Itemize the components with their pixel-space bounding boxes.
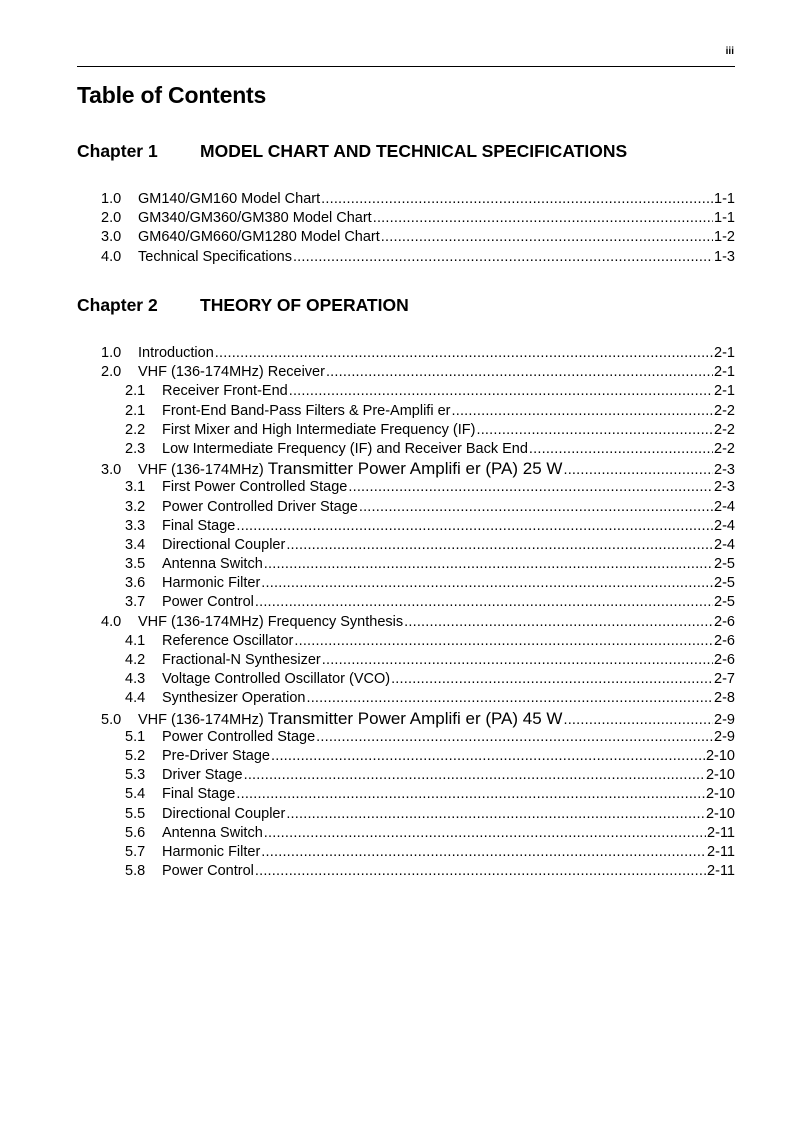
dot-leader xyxy=(255,593,713,612)
toc-entry-number: 5.2 xyxy=(125,747,146,764)
toc-entry-title-prefix: VHF (136-174MHz) xyxy=(138,711,264,728)
toc-entry-title: Power Control xyxy=(162,863,254,880)
chapter-heading xyxy=(77,294,735,316)
toc-entry-number: 5.3 xyxy=(125,767,146,784)
toc-entry[interactable] xyxy=(77,421,735,440)
toc-entry-number: 2.3 xyxy=(125,440,146,457)
toc-entry-page: 2-2 xyxy=(714,421,735,438)
dot-leader xyxy=(261,574,713,593)
chapter-title: THEORY OF OPERATION xyxy=(200,295,409,315)
toc-entry[interactable] xyxy=(77,478,735,497)
dot-leader xyxy=(293,248,713,267)
toc-entry-title xyxy=(138,709,562,730)
toc-entry-page: 2-10 xyxy=(705,767,735,784)
toc-entry[interactable] xyxy=(77,593,735,612)
dot-leader xyxy=(359,498,713,517)
toc-entry-number: 3.0 xyxy=(101,462,122,479)
toc-entry[interactable] xyxy=(77,843,735,862)
chapter-title: MODEL CHART AND TECHNICAL SPECIFICATIONS xyxy=(200,141,628,161)
toc-entry-number: 5.4 xyxy=(125,786,146,803)
toc-entry[interactable] xyxy=(77,651,735,670)
dot-leader xyxy=(316,728,713,747)
toc-entry-title: VHF (136-174MHz) Frequency Synthesis xyxy=(138,613,404,630)
dot-leader xyxy=(289,382,713,401)
chapter-1-section xyxy=(77,140,735,267)
header-rule xyxy=(77,66,735,67)
toc-entry-title-large: Transmitter Power Amplifi er (PA) 45 W xyxy=(267,708,563,728)
toc-entry-number: 2.1 xyxy=(125,402,146,419)
dot-leader xyxy=(286,536,713,555)
toc-entry-number: 4.3 xyxy=(125,671,146,688)
toc-entry-page: 2-4 xyxy=(714,498,735,515)
toc-entry-number: 2.2 xyxy=(125,421,146,438)
toc-entry-page: 2-6 xyxy=(714,652,735,668)
dot-leader xyxy=(306,689,713,708)
toc-entry-number: 5.0 xyxy=(101,711,122,728)
toc-entry-title: Low Intermediate Frequency (IF) and Receiver Back End xyxy=(162,440,528,457)
toc-entry-title: Technical Specifications xyxy=(138,248,292,265)
toc-entry-page: 2-3 xyxy=(714,479,735,496)
toc-entry-title: Power Controlled Stage xyxy=(162,728,316,745)
toc-entry-number: 5.5 xyxy=(125,805,146,822)
toc-entry[interactable] xyxy=(77,459,735,478)
toc-entry-page: 2-4 xyxy=(714,536,735,553)
toc-entry-title: GM340/GM360/GM380 Model Chart xyxy=(138,210,372,227)
toc-entry[interactable] xyxy=(77,709,735,728)
chapter-label: Chapter 2 xyxy=(77,295,158,315)
dot-leader xyxy=(244,766,705,785)
toc-entry-page: 2-5 xyxy=(714,575,735,592)
dot-leader xyxy=(321,190,713,209)
toc-entry[interactable] xyxy=(77,248,735,267)
chapter-label: Chapter 1 xyxy=(77,141,158,161)
toc-entry-page: 2-3 xyxy=(714,462,735,479)
toc-entry[interactable] xyxy=(77,728,735,747)
toc-entry-page: 2-4 xyxy=(714,517,735,534)
toc-entry-title: Directional Coupler xyxy=(162,536,286,553)
toc-entry[interactable] xyxy=(77,402,735,421)
toc-entry-number: 5.1 xyxy=(125,728,146,745)
dot-leader xyxy=(215,344,713,363)
toc-entry-title: Fractional-N Synthesizer xyxy=(162,652,321,668)
page-title: Table of Contents xyxy=(77,82,267,108)
toc-entry-page: 1-1 xyxy=(714,191,735,207)
toc-entry-title: Final Stage xyxy=(162,517,236,534)
toc-entry-title: Front-End Band-Pass Filters & Pre-Amplifi er xyxy=(162,402,451,419)
toc-entry-title: Introduction xyxy=(138,345,214,361)
toc-entry-page: 2-2 xyxy=(714,440,735,457)
toc-entry-title: Final Stage xyxy=(162,786,236,803)
toc-entry-page: 2-8 xyxy=(714,690,735,707)
chapter-1-toc-list xyxy=(77,190,735,267)
toc-entry-number: 5.7 xyxy=(125,843,146,860)
dot-leader xyxy=(286,805,705,824)
toc-entry-number: 4.4 xyxy=(125,690,146,707)
toc-entry[interactable] xyxy=(77,747,735,766)
toc-entry[interactable] xyxy=(77,824,735,843)
dot-leader xyxy=(236,785,705,804)
dot-leader xyxy=(348,478,713,497)
toc-entry[interactable] xyxy=(77,613,735,632)
dot-leader xyxy=(326,363,713,382)
toc-entry-number: 3.3 xyxy=(125,517,146,534)
toc-entry[interactable] xyxy=(77,440,735,459)
chapter-heading xyxy=(77,140,735,162)
toc-entry[interactable] xyxy=(77,632,735,651)
toc-entry-number: 1.0 xyxy=(101,191,122,207)
toc-entry-page: 2-9 xyxy=(714,728,735,745)
toc-entry-title: Receiver Front-End xyxy=(162,383,288,400)
toc-entry-page: 2-6 xyxy=(714,613,735,630)
toc-entry-page: 2-2 xyxy=(714,402,735,419)
toc-entry-page: 2-5 xyxy=(714,594,735,611)
toc-entry-page: 2-5 xyxy=(714,556,735,573)
toc-entry-page: 2-11 xyxy=(707,843,735,860)
toc-entry-title-prefix: VHF (136-174MHz) xyxy=(138,462,264,479)
toc-entry[interactable] xyxy=(77,363,735,382)
toc-entry-page: 2-10 xyxy=(705,805,735,822)
toc-entry-number: 2.1 xyxy=(125,383,146,400)
toc-entry[interactable] xyxy=(77,766,735,785)
dot-leader xyxy=(271,747,705,766)
toc-entry-page: 2-9 xyxy=(714,711,735,728)
toc-entry-title: Power Controlled Driver Stage xyxy=(162,498,358,515)
toc-entry-number: 4.1 xyxy=(125,632,146,649)
dot-leader xyxy=(476,421,713,440)
dot-leader xyxy=(529,440,713,459)
toc-entry-number: 3.2 xyxy=(125,498,146,515)
toc-entry[interactable] xyxy=(77,344,735,363)
toc-entry[interactable] xyxy=(77,517,735,536)
toc-entry-page: 2-6 xyxy=(714,632,735,649)
toc-entry-page: 2-11 xyxy=(707,863,735,880)
toc-entry[interactable] xyxy=(77,689,735,708)
toc-entry-title: Harmonic Filter xyxy=(162,575,261,592)
toc-entry-title: VHF (136-174MHz) Receiver xyxy=(138,364,325,381)
toc-entry[interactable] xyxy=(77,805,735,824)
chapter-2-section xyxy=(77,294,735,881)
toc-entry-page: 2-10 xyxy=(705,786,735,803)
dot-leader xyxy=(404,613,713,632)
toc-entry[interactable] xyxy=(77,209,735,228)
toc-entry-number: 3.6 xyxy=(125,575,146,592)
toc-entry[interactable] xyxy=(77,498,735,517)
dot-leader xyxy=(294,632,713,651)
toc-entry-number: 2.0 xyxy=(101,210,122,227)
toc-entry-title: First Mixer and High Intermediate Frequency (IF) xyxy=(162,421,476,438)
toc-entry-title: Voltage Controlled Oscillator (VCO) xyxy=(162,671,391,688)
toc-entry[interactable] xyxy=(77,670,735,689)
dot-leader xyxy=(391,670,713,689)
toc-entry-title: Directional Coupler xyxy=(162,805,286,822)
toc-entry-page: 2-1 xyxy=(714,383,735,400)
toc-entry-number: 5.8 xyxy=(125,863,146,880)
toc-entry-page: 2-1 xyxy=(714,345,735,361)
toc-entry[interactable] xyxy=(77,555,735,574)
toc-entry-number: 3.0 xyxy=(101,229,122,246)
toc-entry-title: GM640/GM660/GM1280 Model Chart xyxy=(138,229,380,246)
toc-entry[interactable] xyxy=(77,382,735,401)
toc-entry-title: Reference Oscillator xyxy=(162,632,294,649)
toc-entry-page: 2-11 xyxy=(707,824,735,841)
toc-entry-page: 2-1 xyxy=(714,364,735,381)
toc-entry-page: 1-3 xyxy=(714,248,735,265)
dot-leader xyxy=(264,824,706,843)
toc-entry-page: 2-10 xyxy=(705,747,735,764)
toc-entry-number: 1.0 xyxy=(101,345,122,361)
toc-entry-number: 4.2 xyxy=(125,652,146,668)
dot-leader xyxy=(255,862,706,881)
toc-entry[interactable] xyxy=(77,536,735,555)
toc-entry[interactable] xyxy=(77,190,735,209)
toc-entry[interactable] xyxy=(77,574,735,593)
dot-leader xyxy=(261,843,706,862)
toc-entry[interactable] xyxy=(77,228,735,247)
toc-entry-number: 3.1 xyxy=(125,479,146,496)
toc-entry-page: 1-1 xyxy=(714,210,735,227)
toc-entry[interactable] xyxy=(77,862,735,881)
dot-leader xyxy=(264,555,713,574)
toc-entry-title: Pre-Driver Stage xyxy=(162,747,270,764)
chapter-2-toc-list xyxy=(77,344,735,881)
toc-entry[interactable] xyxy=(77,785,735,804)
toc-entry-title: First Power Controlled Stage xyxy=(162,479,348,496)
toc-entry-page: 1-2 xyxy=(714,229,735,246)
toc-entry-title: Power Control xyxy=(162,594,254,611)
toc-entry-number: 2.0 xyxy=(101,364,122,381)
dot-leader xyxy=(381,228,713,247)
toc-entry-title: Antenna Switch xyxy=(162,556,263,573)
toc-entry-title: Synthesizer Operation xyxy=(162,690,306,707)
toc-entry-page: 2-7 xyxy=(714,671,735,688)
toc-entry-number: 4.0 xyxy=(101,613,122,630)
dot-leader xyxy=(451,402,713,421)
toc-entry-number: 5.6 xyxy=(125,824,146,841)
toc-entry-title: Driver Stage xyxy=(162,767,243,784)
dot-leader xyxy=(322,651,713,670)
dot-leader xyxy=(236,517,713,536)
toc-entry-number: 3.4 xyxy=(125,536,146,553)
toc-entry-title: GM140/GM160 Model Chart xyxy=(138,191,321,207)
toc-entry-title: Antenna Switch xyxy=(162,824,263,841)
toc-entry-number: 3.5 xyxy=(125,556,146,573)
dot-leader xyxy=(373,209,713,228)
toc-entry-title: Harmonic Filter xyxy=(162,843,261,860)
page-number: iii xyxy=(725,46,734,57)
toc-entry-number: 3.7 xyxy=(125,594,146,611)
toc-entry-title-large: Transmitter Power Amplifi er (PA) 25 W xyxy=(267,459,563,479)
toc-entry-title xyxy=(138,459,562,480)
toc-entry-number: 4.0 xyxy=(101,248,122,265)
